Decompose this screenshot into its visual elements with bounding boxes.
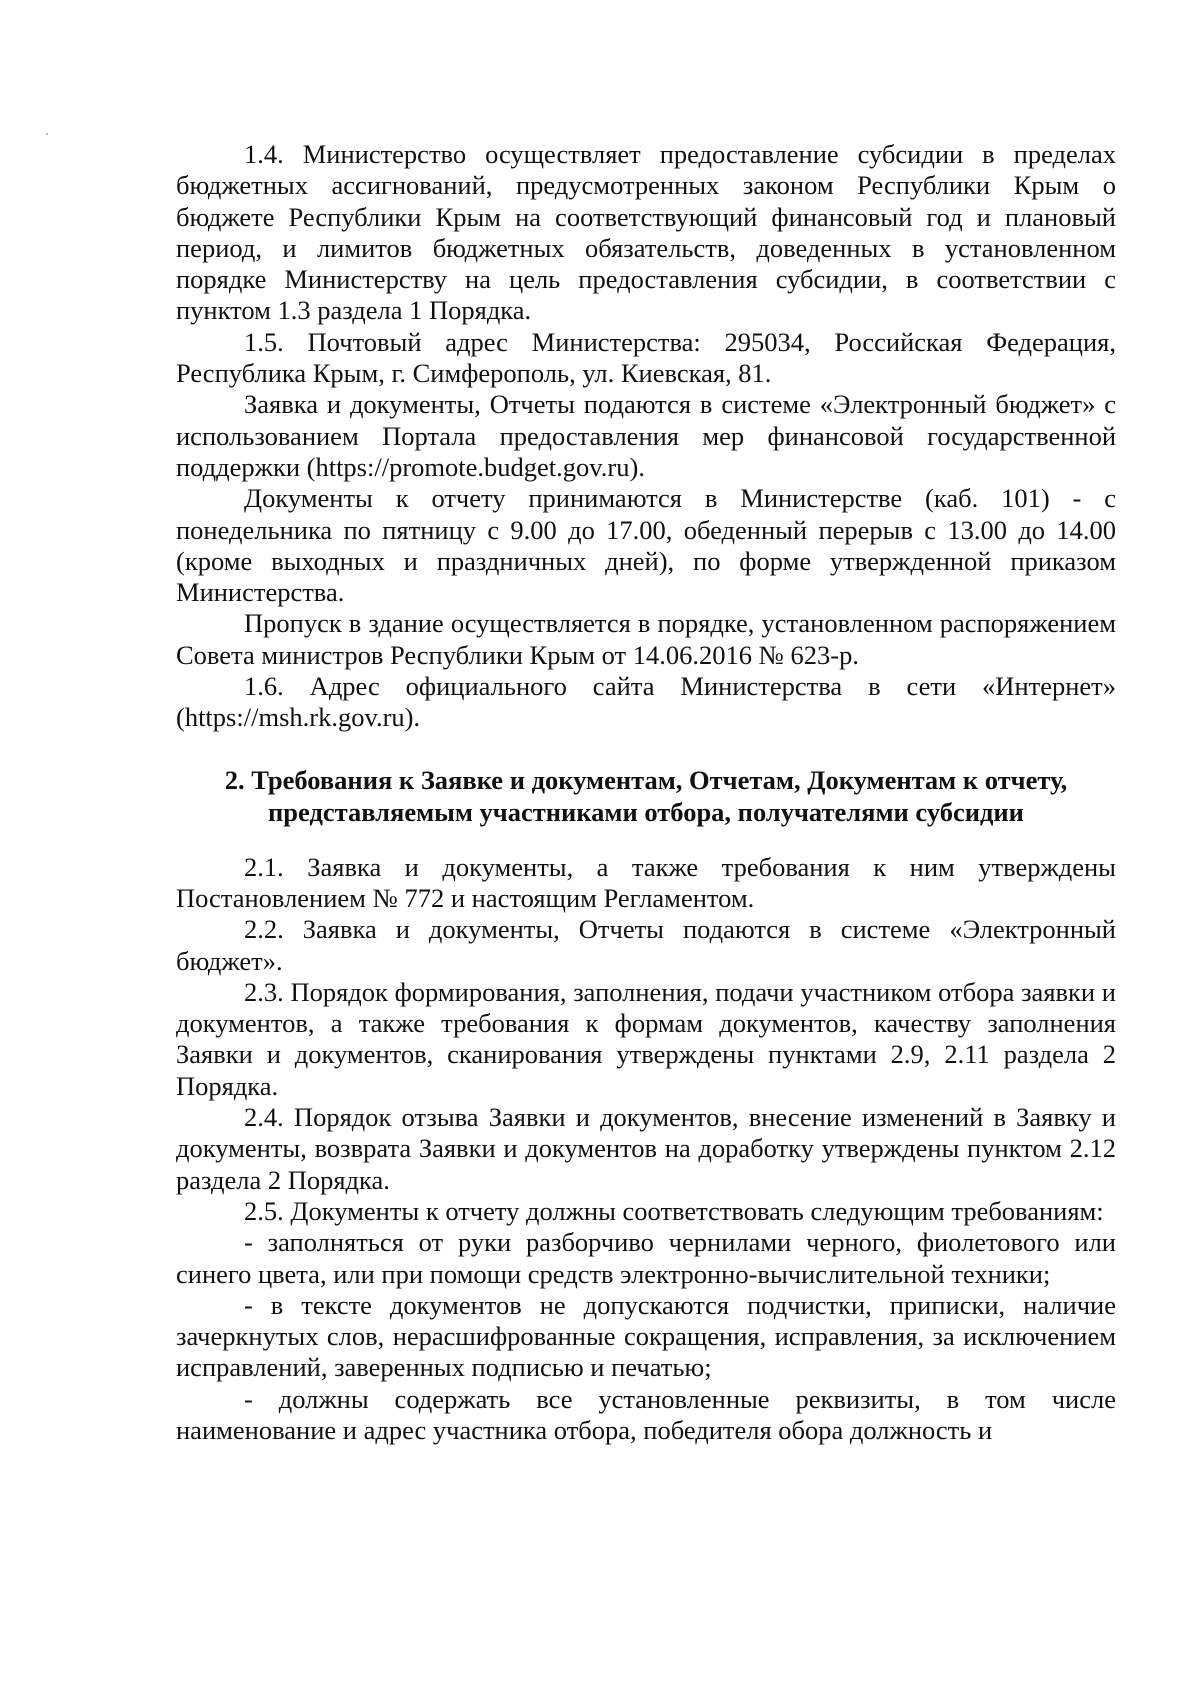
section-2-heading (176, 764, 1116, 828)
paragraph-2-3: 2.3. Порядок формирования, заполнения, подачи участником отбора заявки и документов, а также требования к формам документов, качеству заполнения Заявки и документов, сканирования утверждены пунктами 2.9, 2.11 раздела 2 Порядка. (176, 976, 1116, 1101)
scan-speck (46, 133, 48, 135)
paragraph-2-1: 2.1. Заявка и документы, а также требования к ним утверждены Постановлением № 772 и настоящим Регламентом. (176, 851, 1116, 913)
section-2-heading-line-1: 2. Требования к Заявке и документам, Отчетам, Документам к отчету, (224, 764, 1068, 795)
paragraph-1-5: 1.5. Почтовый адрес Министерства: 295034, Российская Федерация, Республика Крым, г. Симферополь, ул. Киевская, 81. (176, 326, 1116, 389)
paragraph-1-4: 1.4. Министерство осуществляет предоставление субсидии в пределах бюджетных ассигнований, предусмотренных законом Республики Крым о бюджете Республики Крым на соответствующий финансовый год и плановый период, и лимитов бюджетных обязательств, доведенных в установленном порядке Министерству на цель предоставления субсидии, в соответствии с пунктом 1.3 раздела 1 Порядка. (176, 139, 1116, 326)
paragraph-1-6: 1.6. Адрес официального сайта Министерства в сети «Интернет» (https://msh.rk.gov.ru). (176, 671, 1116, 733)
paragraph-building-pass: Пропуск в здание осуществляется в порядке, установленном распоряжением Совета министров Республики Крым от 14.06.2016 № 623-р. (176, 608, 1116, 670)
list-item-handwriting: - заполняться от руки разборчиво чернилами черного, фиолетового или синего цвета, или при помощи средств электронно-вычислительной техники; (176, 1227, 1116, 1289)
paragraph-2-4: 2.4. Порядок отзыва Заявки и документов, внесение изменений в Заявку и документы, возврата Заявки и документов на доработку утверждены пунктом 2.12 раздела 2 Порядка. (176, 1102, 1116, 1195)
paragraph-2-5: 2.5. Документы к отчету должны соответствовать следующим требованиям: (244, 1195, 1104, 1226)
list-item-requisites: - должны содержать все установленные реквизиты, в том числе наименование и адрес участника отбора, победителя обора должность и (176, 1383, 1116, 1445)
section-2-heading-line-2: представляемым участниками отбора, получателями субсидии (268, 796, 1024, 827)
page-content (176, 139, 1116, 1446)
list-item-no-corrections: - в тексте документов не допускаются подчистки, приписки, наличие зачеркнутых слов, нерасшифрованные сокращения, исправления, за исключением исправлений, заверенных подписью и печатью; (176, 1289, 1116, 1383)
paragraph-submission: Заявка и документы, Отчеты подаются в системе «Электронный бюджет» с использованием Портала предоставления мер финансовой государственной поддержки (https://promote.budget.gov.ru). (176, 389, 1116, 482)
paragraph-documents-hours: Документы к отчету принимаются в Министерстве (каб. 101) - с понедельника по пятницу с 9.00 до 17.00, обеденный перерыв с 13.00 до 14.00 (кроме выходных и праздничных дней), по форме утвержденной приказом Министерства. (176, 483, 1116, 608)
paragraph-2-2: 2.2. Заявка и документы, Отчеты подаются в системе «Электронный бюджет». (176, 914, 1116, 976)
